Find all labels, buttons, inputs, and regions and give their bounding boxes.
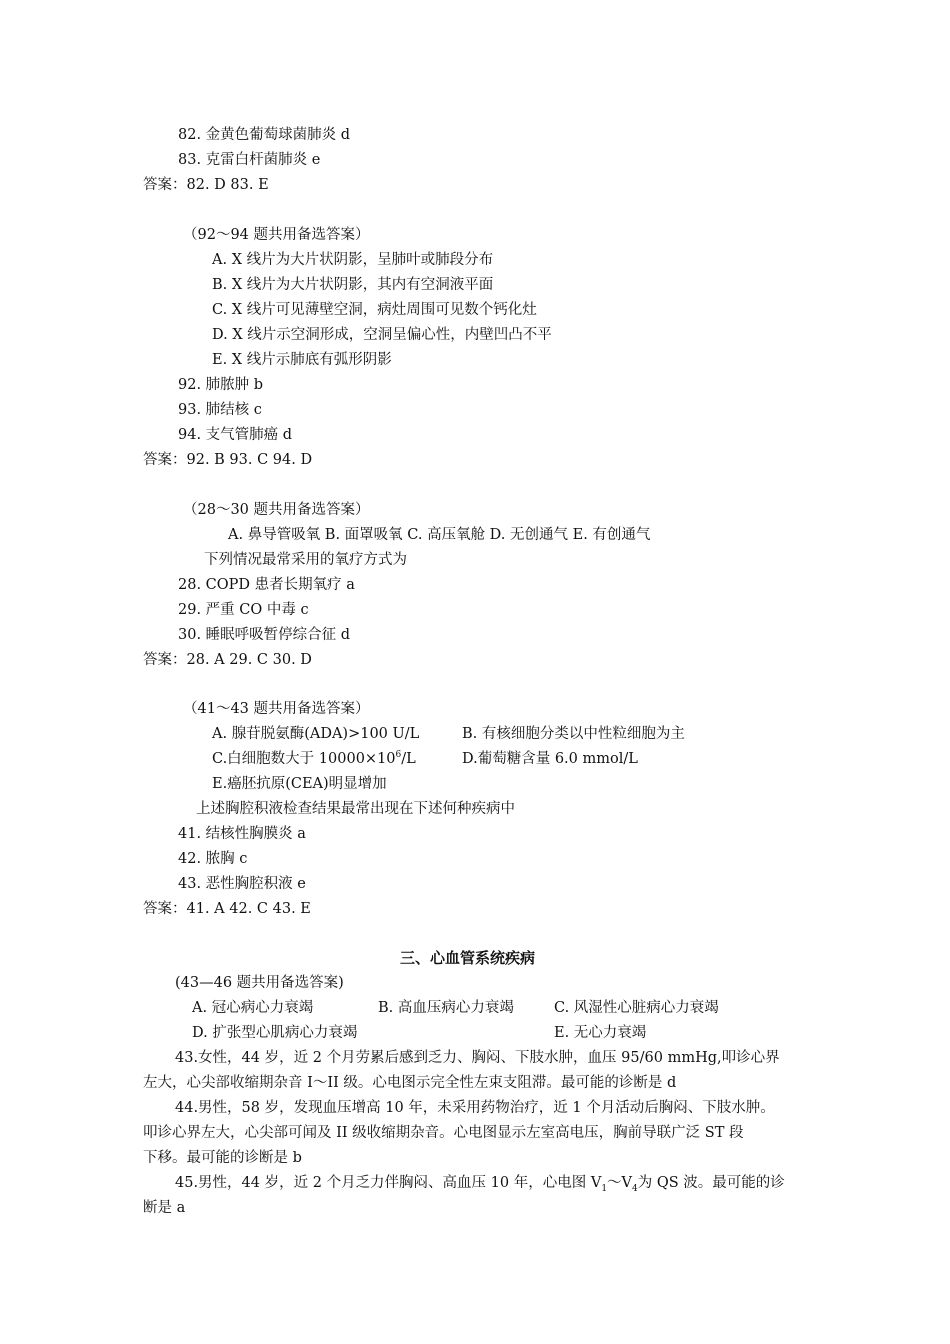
option-e: E.癌胚抗原(CEA)明显增加 — [212, 776, 387, 792]
option-c-exponent: 6 — [395, 750, 402, 761]
question-82: 82. 金黄色葡萄球菌肺炎 d — [178, 127, 351, 143]
option-c: C. 风湿性心脏病心力衰竭 — [554, 1000, 719, 1016]
question-43-line-2: 左大，心尖部收缩期杂音 I～II 级。心电图示完全性左束支阻滞。最可能的诊断是 d — [143, 1075, 677, 1091]
option-d: D. 扩张型心肌病心力衰竭 — [192, 1025, 358, 1041]
option-a: A. 冠心病心力衰竭 — [192, 1000, 314, 1016]
question-45-text: 45.男性，44 岁，近 2 个月乏力伴胸闷、高血压 10 年，心电图 V — [175, 1175, 602, 1191]
question-prompt: 上述胸腔积液检查结果最常出现在下述何种疾病中 — [196, 801, 515, 817]
answer-41-43: 答案：41. A 42. C 43. E — [143, 901, 311, 917]
option-e: E. 无心力衰竭 — [554, 1025, 647, 1041]
option-b: B. 高血压病心力衰竭 — [378, 1000, 514, 1016]
question-83: 83. 克雷白杆菌肺炎 e — [178, 152, 321, 168]
option-d: D. X 线片示空洞形成，空洞呈偏心性，内壁凹凸不平 — [212, 327, 552, 343]
question-44-line-2: 叩诊心界左大，心尖部可闻及 II 级收缩期杂音。心电图显示左室高电压，胸前导联广泛 ST 段 — [143, 1125, 744, 1141]
question-93: 93. 肺结核 c — [178, 402, 262, 418]
options-line: A. 鼻导管吸氧 B. 面罩吸氧 C. 高压氧舱 D. 无创通气 E. 有创通气 — [228, 527, 651, 543]
section-heading: 三、心血管系统疾病 — [400, 949, 536, 967]
group-header-28-30: （28～30 题共用备选答案） — [183, 502, 370, 518]
question-41: 41. 结核性胸膜炎 a — [178, 826, 306, 842]
question-94: 94. 支气管肺癌 d — [178, 427, 293, 443]
option-b: B. X 线片为大片状阴影，其内有空洞液平面 — [212, 277, 494, 293]
question-43: 43. 恶性胸腔积液 e — [178, 876, 306, 892]
option-d: D.葡萄糖含量 6.0 mmol/L — [462, 751, 638, 767]
option-b: B. 有核细胞分类以中性粒细胞为主 — [462, 726, 685, 742]
question-prompt: 下列情况最常采用的氧疗方式为 — [204, 552, 407, 568]
question-30: 30. 睡眠呼吸暂停综合征 d — [178, 627, 351, 643]
answer-28-30: 答案：28. A 29. C 30. D — [143, 652, 312, 668]
option-c-text: C.白细胞数大于 10000×10 — [212, 751, 396, 767]
question-42: 42. 脓胸 c — [178, 851, 248, 867]
question-92: 92. 肺脓肿 b — [178, 377, 264, 393]
option-c — [212, 749, 416, 769]
question-45-text: ～V — [607, 1175, 633, 1191]
option-e: E. X 线片示肺底有弧形阴影 — [212, 352, 392, 368]
lead-subscript: 4 — [632, 1183, 638, 1194]
option-a: A. X 线片为大片状阴影，呈肺叶或肺段分布 — [212, 252, 494, 268]
option-c-unit: /L — [401, 751, 416, 767]
lead-subscript: 1 — [601, 1183, 608, 1194]
group-header-41-43: （41～43 题共用备选答案） — [183, 701, 370, 717]
question-28: 28. COPD 患者长期氧疗 a — [178, 577, 355, 593]
option-c: C. X 线片可见薄壁空洞，病灶周围可见数个钙化灶 — [212, 302, 537, 318]
answer-82-83: 答案：82. D 83. E — [143, 177, 269, 193]
question-29: 29. 严重 CO 中毒 c — [178, 602, 309, 618]
option-a: A. 腺苷脱氨酶(ADA)>100 U/L — [212, 726, 420, 742]
question-44-line-3: 下移。最可能的诊断是 b — [143, 1150, 302, 1166]
question-45-line-1 — [175, 1173, 785, 1193]
answer-92-94: 答案：92. B 93. C 94. D — [143, 452, 313, 468]
question-44-line-1: 44.男性，58 岁，发现血压增高 10 年，未采用药物治疗，近 1 个月活动后胸闷、下肢水肿。 — [175, 1100, 775, 1116]
group-header-43-46: (43—46 题共用备选答案) — [175, 975, 344, 991]
question-45-text: 为 QS 波。最可能的诊 — [637, 1175, 785, 1191]
question-45-line-2: 断是 a — [143, 1200, 186, 1216]
question-43-line-1: 43.女性，44 岁，近 2 个月劳累后感到乏力、胸闷、下肢水肿，血压 95/60 mmHg,叩诊心界 — [175, 1050, 780, 1066]
group-header-92-94: （92～94 题共用备选答案） — [183, 227, 370, 243]
